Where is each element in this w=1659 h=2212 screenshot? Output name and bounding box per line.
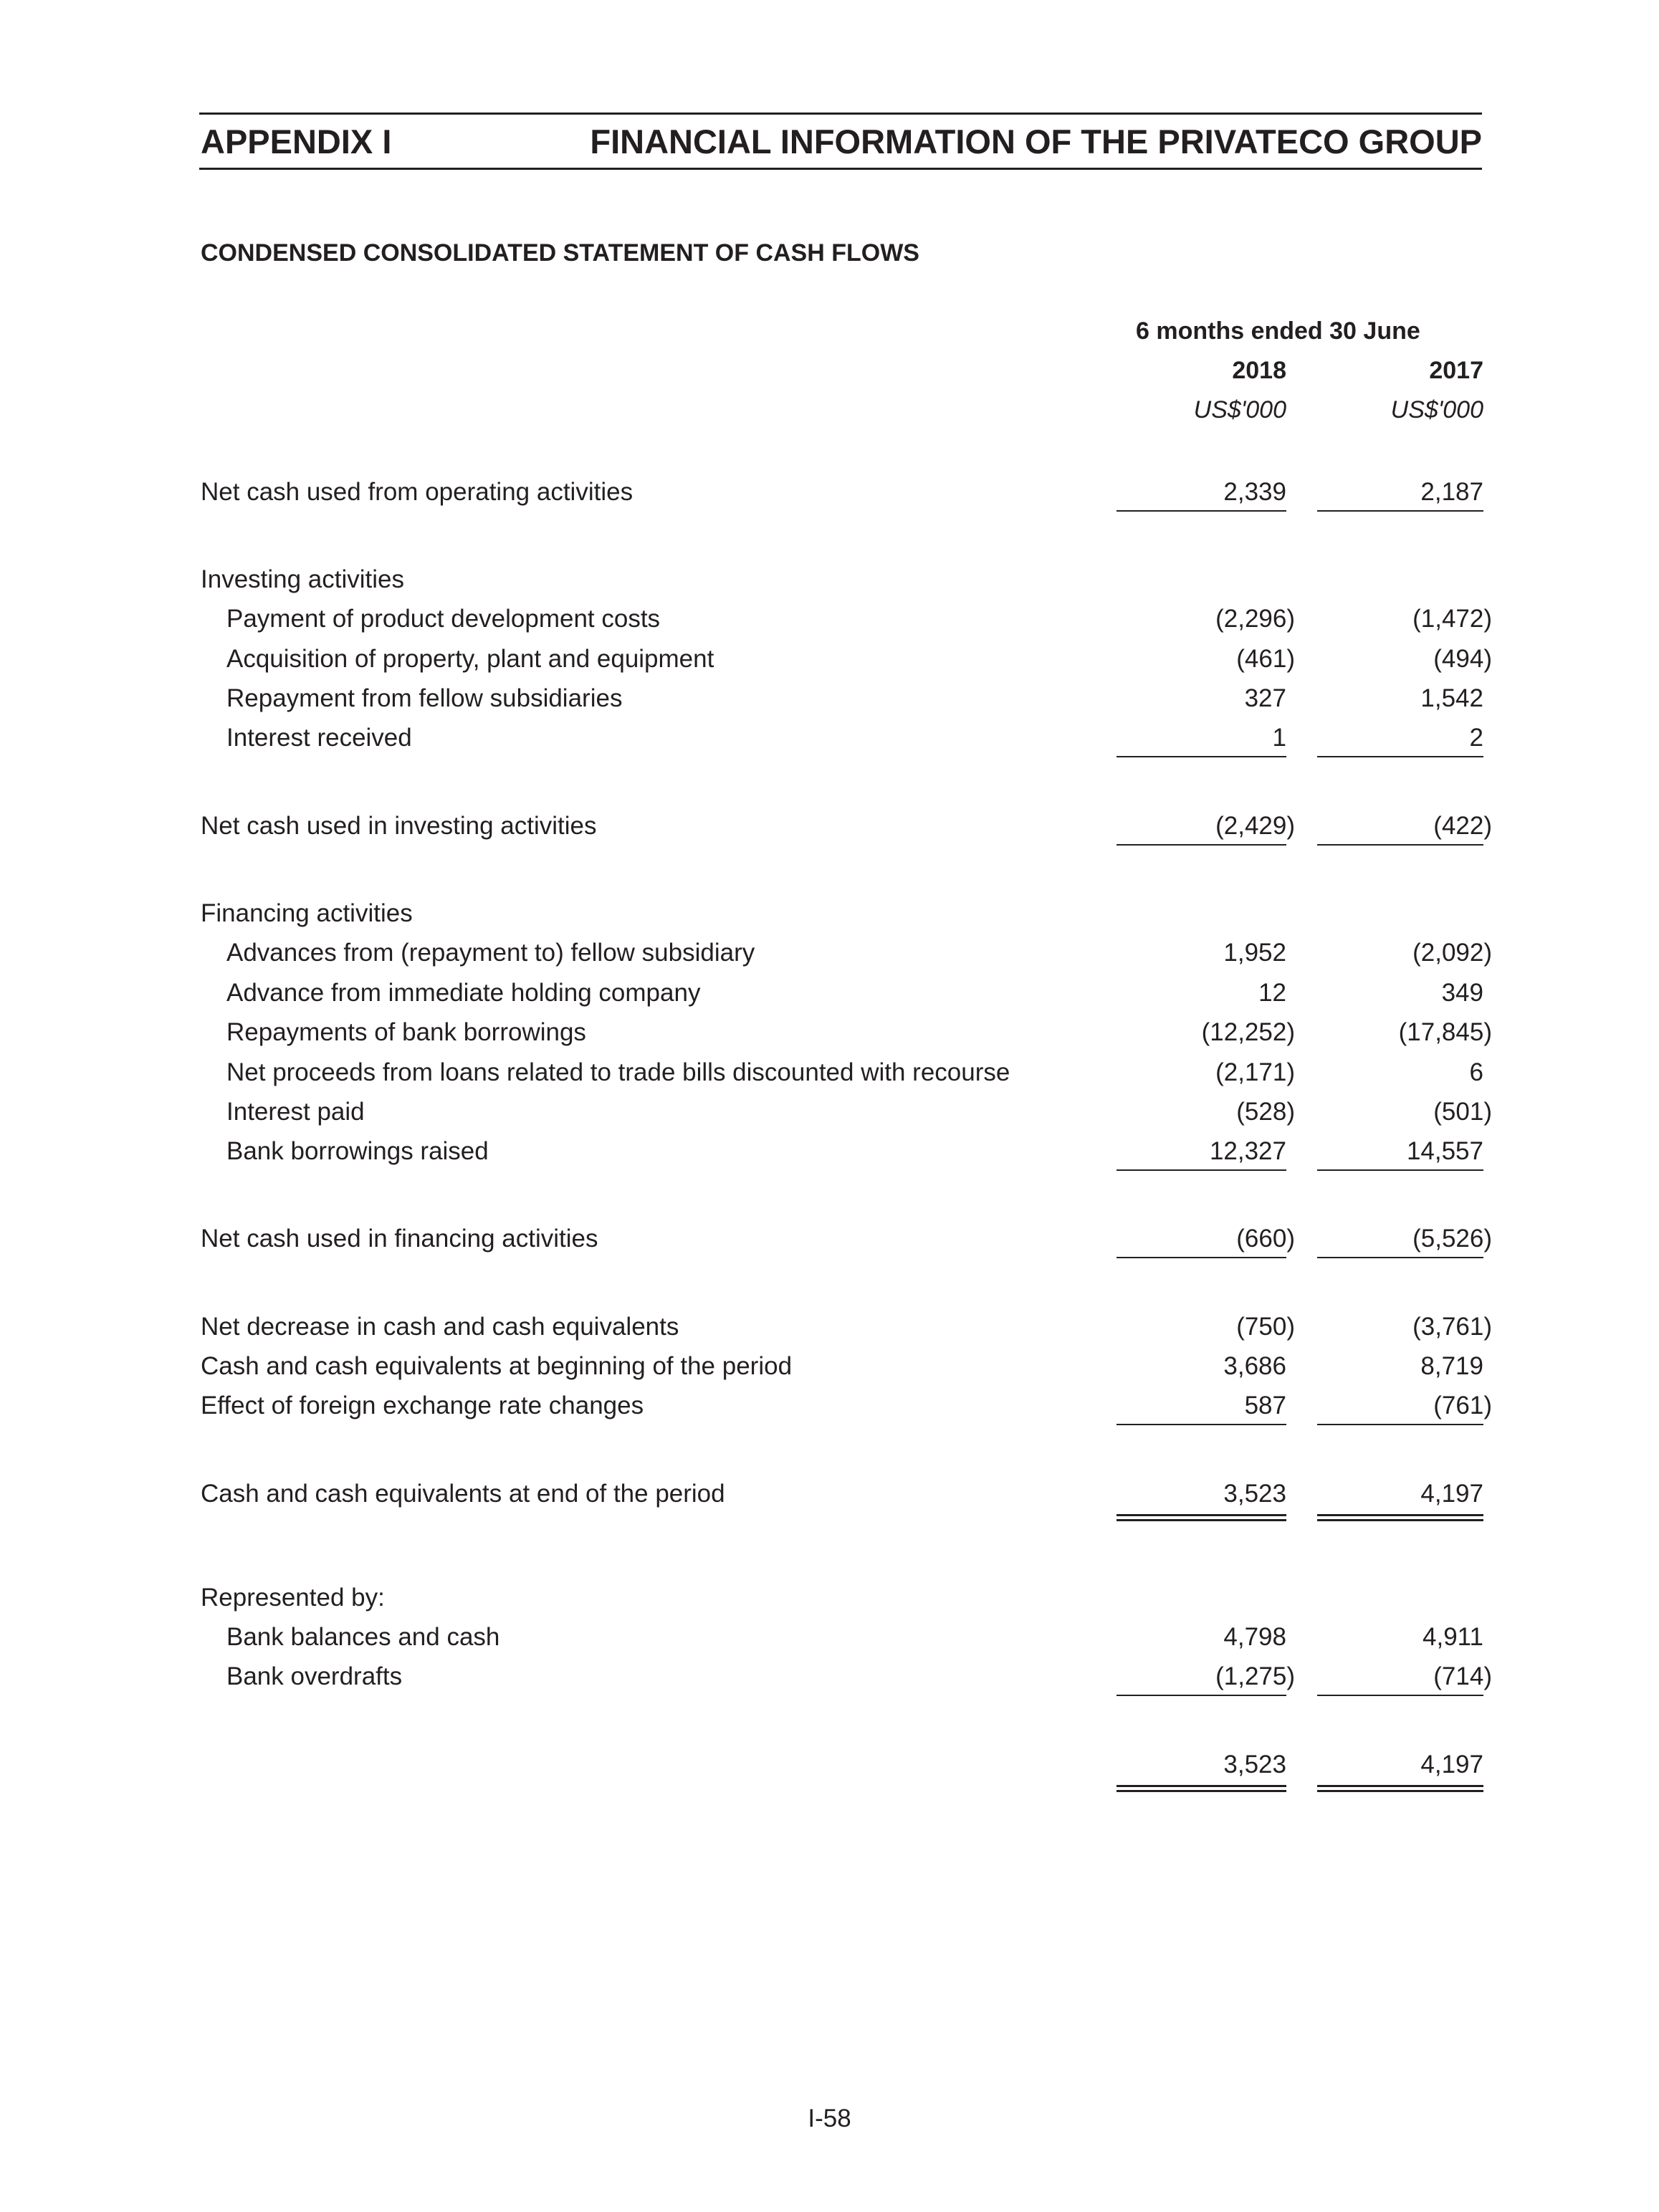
amount-2018: 1,952 <box>1223 939 1286 967</box>
table-row <box>0 1058 1659 1087</box>
appendix-title: FINANCIAL INFORMATION OF THE PRIVATECO GROUP <box>590 123 1482 161</box>
column-unit-2017: US$'000 <box>1390 396 1483 423</box>
row-label: Bank balances and cash <box>226 1623 500 1651</box>
subtotal-rule <box>1117 1424 1286 1425</box>
amount-2017: (761) <box>1433 1392 1492 1419</box>
subtotal-rule <box>1317 1424 1483 1425</box>
table-row <box>0 1313 1659 1341</box>
row-label: Bank overdrafts <box>226 1662 403 1690</box>
row-label: Payment of product development costs <box>226 605 661 633</box>
column-year-2018: 2018 <box>1232 357 1286 384</box>
table-row <box>0 1098 1659 1126</box>
amount-2018: 3,523 <box>1223 1480 1286 1508</box>
table-row <box>0 939 1659 967</box>
row-label: Repayment from fellow subsidiaries <box>226 684 623 712</box>
table-row <box>0 684 1659 713</box>
table-row <box>0 1584 1659 1612</box>
section-title: CONDENSED CONSOLIDATED STATEMENT OF CASH FLOWS <box>201 239 919 267</box>
amount-2017: 4,911 <box>1423 1623 1483 1651</box>
amount-2017: 4,197 <box>1420 1480 1483 1508</box>
amount-2018: 3,686 <box>1223 1352 1286 1380</box>
amount-2018: (2,429) <box>1215 812 1295 840</box>
amount-2017: 8,719 <box>1420 1352 1483 1380</box>
table-row <box>0 645 1659 674</box>
subtotal-rule <box>1317 1257 1483 1258</box>
amount-2017: (714) <box>1433 1662 1492 1690</box>
amount-2018: 2,339 <box>1223 478 1286 506</box>
subtotal-rule <box>1117 1257 1286 1258</box>
table-row <box>0 565 1659 594</box>
table-row <box>0 899 1659 928</box>
row-label: Net decrease in cash and cash equivalents <box>201 1313 679 1341</box>
row-label: Acquisition of property, plant and equipment <box>226 645 714 673</box>
amount-2018: (2,171) <box>1215 1058 1295 1086</box>
row-label: Cash and cash equivalents at beginning of the period <box>201 1352 793 1380</box>
row-label: Net cash used from operating activities <box>201 478 634 506</box>
amount-2018: 3,523 <box>1223 1751 1286 1778</box>
row-label: Cash and cash equivalents at end of the period <box>201 1480 725 1508</box>
amount-2018: 587 <box>1244 1392 1286 1419</box>
amount-2018: (660) <box>1236 1225 1295 1253</box>
row-label: Bank borrowings raised <box>226 1137 489 1165</box>
row-label: Interest paid <box>226 1098 365 1126</box>
amount-2018: 4,798 <box>1223 1623 1286 1651</box>
total-double-rule <box>1317 1514 1483 1521</box>
amount-2018: (461) <box>1236 645 1295 673</box>
subtotal-rule <box>1317 844 1483 846</box>
table-row <box>0 724 1659 752</box>
page-number: I-58 <box>808 2105 851 2132</box>
amount-2018: 12 <box>1258 979 1286 1007</box>
amount-2018: (1,275) <box>1215 1662 1295 1690</box>
amount-2018: (2,296) <box>1215 605 1295 633</box>
table-row <box>0 605 1659 633</box>
table-row <box>0 1352 1659 1381</box>
row-label: Repayments of bank borrowings <box>226 1018 586 1046</box>
row-label: Interest received <box>226 724 412 752</box>
amount-2017: (5,526) <box>1412 1225 1492 1253</box>
table-row <box>0 1480 1659 1508</box>
amount-2017: 1,542 <box>1420 684 1483 712</box>
row-label: Advance from immediate holding company <box>226 979 701 1007</box>
amount-2017: 349 <box>1441 979 1483 1007</box>
total-double-rule <box>1117 1785 1286 1792</box>
amount-2018: 1 <box>1272 724 1286 752</box>
amount-2017: (1,472) <box>1412 605 1492 633</box>
amount-2017: (501) <box>1433 1098 1492 1126</box>
table-row <box>0 1662 1659 1691</box>
row-label: Effect of foreign exchange rate changes <box>201 1392 644 1419</box>
amount-2018: 327 <box>1244 684 1286 712</box>
amount-2017: (494) <box>1433 645 1492 673</box>
subtotal-rule <box>1117 844 1286 846</box>
period-heading: 6 months ended 30 June <box>1136 317 1420 345</box>
row-label: Net cash used in financing activities <box>201 1225 598 1253</box>
amount-2017: 2 <box>1469 724 1483 752</box>
total-double-rule <box>1317 1785 1483 1792</box>
row-label: Represented by: <box>201 1584 385 1612</box>
subtotal-rule <box>1117 756 1286 757</box>
row-label: Financing activities <box>201 899 413 927</box>
amount-2018: (528) <box>1236 1098 1295 1126</box>
amount-2017: 4,197 <box>1420 1751 1483 1778</box>
table-row <box>0 1137 1659 1166</box>
amount-2017: 14,557 <box>1406 1137 1483 1165</box>
column-year-2017: 2017 <box>1429 357 1483 384</box>
row-label: Investing activities <box>201 565 405 593</box>
amount-2017: 6 <box>1469 1058 1483 1086</box>
amount-2018: 12,327 <box>1209 1137 1286 1165</box>
amount-2017: (17,845) <box>1398 1018 1492 1046</box>
appendix-label: APPENDIX I <box>201 123 392 161</box>
amount-2017: (3,761) <box>1412 1313 1492 1341</box>
table-row <box>0 1392 1659 1420</box>
table-row <box>0 979 1659 1007</box>
total-double-rule <box>1117 1514 1286 1521</box>
amount-2018: (750) <box>1236 1313 1295 1341</box>
subtotal-rule <box>1117 510 1286 512</box>
amount-2017: 2,187 <box>1420 478 1483 506</box>
subtotal-rule <box>1117 1169 1286 1171</box>
table-row <box>0 1225 1659 1253</box>
row-label: Net cash used in investing activities <box>201 812 597 840</box>
column-unit-2018: US$'000 <box>1193 396 1286 423</box>
amount-2017: (2,092) <box>1412 939 1492 967</box>
table-row <box>0 1751 1659 1779</box>
amount-2018: (12,252) <box>1201 1018 1295 1046</box>
subtotal-rule <box>1117 1695 1286 1696</box>
amount-2017: (422) <box>1433 812 1492 840</box>
table-row <box>0 1018 1659 1047</box>
table-row <box>0 478 1659 507</box>
row-label: Advances from (repayment to) fellow subsidiary <box>226 939 755 967</box>
table-row <box>0 812 1659 841</box>
subtotal-rule <box>1317 1695 1483 1696</box>
subtotal-rule <box>1317 756 1483 757</box>
row-label: Net proceeds from loans related to trade bills discounted with recourse <box>226 1058 1010 1086</box>
table-row <box>0 1623 1659 1652</box>
subtotal-rule <box>1317 510 1483 512</box>
subtotal-rule <box>1317 1169 1483 1171</box>
